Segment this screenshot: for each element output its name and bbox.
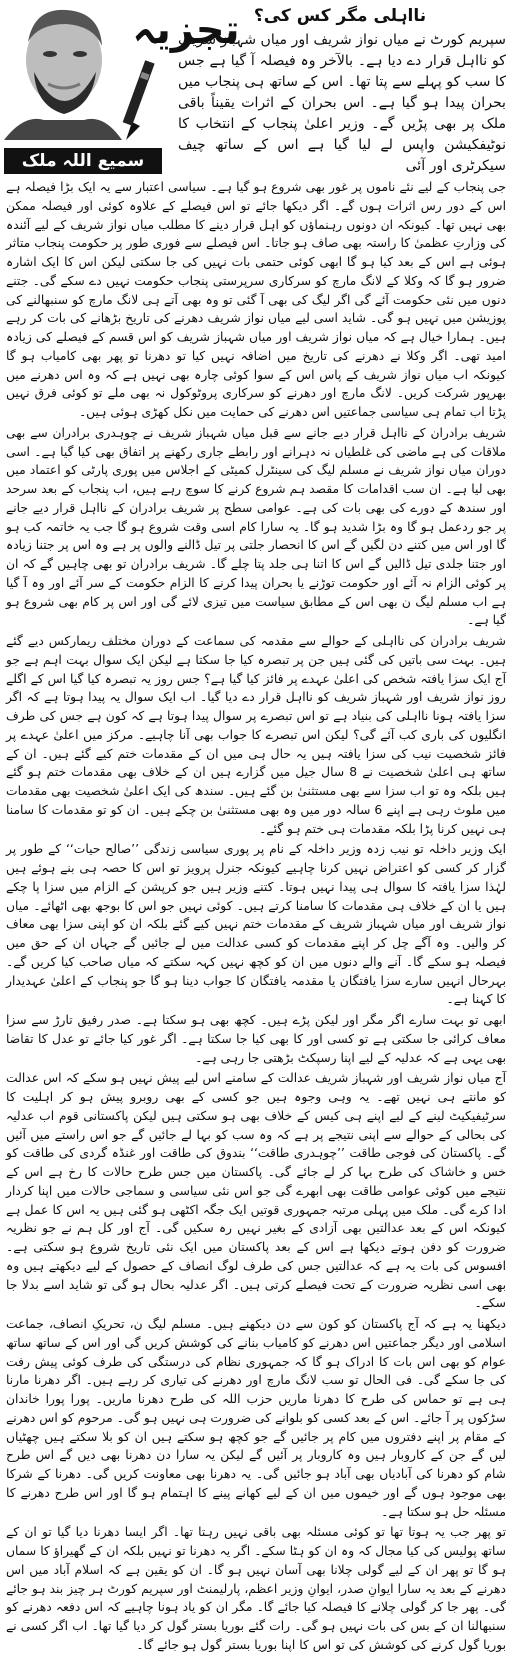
column-kicker: تجزیہ: [132, 7, 240, 53]
article-paragraph-8: تو پھر جب یہ ہوتا تھا تو کوئی مسئلہ بھی باقی نہیں رہتا تھا۔ اگر ایسا دھرنا دیا گیا تو ان کے ساتھ پولیس کی کیا مجال کہ وہ ان کو ہٹا سکے۔ اگر یہ دھرنا تو نہیں بلکہ ان کے گھیراؤ کا سماں ہو گا تو پھر ان کے لیے گولی چلانا بھی آسان نہیں ہو گا۔ ان کو یقین ہے کہ اسلام آباد میں اس دھرنے کے بعد یہ سارا ایوانِ صدر، ایوانِ وزیر اعظم، پارلیمنٹ اور سپریم کورٹ ہر چیز بند ہو جائے گی۔ پھر جا کر گولی چلانے کا فیصلہ کیا جائے گا۔ مگر ان کو یاد ہونا چاہیے کہ اس دفعہ دھرنے کو سنبھالنا ان کے بس کی بات نہیں ہو گی۔ رات گئے بوریا بستر گول کر دیا گیا تھا۔ اب اگر کسی نے بوریا گول کرنے کی کوشش کی تو اس کا اپنا بوریا بستر گول ہو جائے گا۔: [6, 1525, 506, 1652]
article-paragraph-3: شریف برادران کی نااہلی کے حوالے سے مقدمہ کی سماعت کے دوران مختلف ریمارکس دیے گئے ہیں۔ بہت سی باتیں کی گئی ہیں جن پر تبصرہ کیا جا سکتا ہے لیکن ایک سوال بہت اہم ہے جو آج ایک سزا یافتہ شخص کی اعلیٰ عہدے پر فائز کیا گیا ہے؟ جس روز یہ تبصرہ کیا گیا اس کے اگلے روز نواز شریف اور شہباز شریف کو نااہل قرار دے دیا گیا۔ اب ایک سوال یہ پیدا ہوتا ہے کہ اگر سزا یافتہ ہونا نااہلی کی بنیاد ہے تو اس تبصرے پر سوال پیدا ہوتا ہے کہ کون ہے جس کی طرف انگلیوں کی باری کب آئے گی؟ لیکن اس تبصرے کا جواب بھی آنا چاہیے۔ مرکز میں اعلیٰ عہدے پر فائز شخصیت نیب کی سزا یافتہ ہیں یہ حال ہی میں ان کے مقدمات ختم کیے گئے ہیں۔ ان کے ساتھ ہی اعلیٰ شخصیت نے 8 سال جیل میں گزارے ہیں ان کے خلاف بھی مقدمات ختم ہو گئے ہیں بلکہ وہ تو اب سزا سے بھی مستثنیٰ بن گئے ہیں۔ سندھ کی ایک اعلیٰ شخصیت بھی مقدمات میں ملوث رہی ہے اپنے 6 سالہ دور میں وہ بھی مستثنیٰ بن چکے ہیں۔ ان کو تو مقدمات کا سامنا ہی نہیں کرنا پڑا بلکہ مقدمات ہی ختم ہو گئے۔: [6, 634, 506, 836]
article-paragraph-7: دیکھنا یہ ہے کہ آج پاکستان کو کون سے دن دیکھنے ہیں۔ مسلم لیگ ن، تحریکِ انصاف، جماعت اسلامی اور دیگر جماعتیں اس دھرنے کو کامیاب بنانے کی کوشش کریں گی اور اس کے ساتھ ساتھ عوام کو بھی اس بات کا ادراک ہو گا کہ جمہوری نظام کی درستگی کی طرف کوئی پیش رفت کی جا سکے گی۔ فی الحال تو سب لانگ مارچ اور دھرنے کی تیاری کر رہے ہیں۔ اگر دھرنا مارنا ہی ہے تو حماس کی طرح کا دھرنا ماریں حزب اللہ کی طرح دھرنا ماریں۔ پورا پورا خاندان سڑکوں پر آ جائے۔ اس کے بعد کسی کو بلوانے کی ضرورت ہی نہیں ہو گی۔ مرحوم کو اس دھرنے کے مقام پر اپنے دفتروں میں کام پر جائیں گے جو کچھ ہو سکتے ہیں ان کو بلا سکتے ہیں چھٹیاں لیں گے جن کے کاروبار ہیں وہ کاروبار پر آئیں گے لیکن یہ سارا دن دھرنا بھی دیں گے اس طرح شام کو دھرنا کی آبادیاں بھی آباد ہو جائیں گی۔ یہ دھرنا بھی معاونت کریں گی۔ دھرنا کے شرکا بھی موجود ہوں گے اور خیموں میں ان کے لیے کھانے پینے کا اہتمام ہو گا اور اس طرح دھرنے کا مسئلہ حل ہو سکتا ہے۔: [6, 1317, 506, 1519]
columnist-photo: [4, 2, 122, 140]
article-paragraph-5: ابھی تو بہت سارے اگر مگر اور لیکن پڑے ہیں۔ کچھ بھی ہو سکتا ہے۔ صدر رفیق تارڑ سے سزا معاف کرائی جا سکتی ہے تو کسی اور کا بھی کیا جا سکتا ہے۔ اگر غور کیا جائے تو عدل کا تقاضا بھی یہی ہے کہ عدلیہ کے لیے اپنا رسپکٹ بڑھتی جا رہی ہے۔: [6, 1013, 506, 1065]
column-header: [0, 0, 512, 178]
pen-icon: [118, 52, 158, 144]
lead-text: سپریم کورٹ نے میاں نواز شریف اور میاں شہباز شریف کو نااہل قرار دے دیا ہے۔ بالآخر وہ فیصلہ آ گیا ہے جس کا سب کو پہلے سے پتا تھا۔ اس کے ساتھ ہی پنجاب میں بحران پیدا ہو گیا ہے۔ اس بحران کے اثرات یقیناً باقی ملک پر بھی پڑیں گے۔ وزیر اعلیٰ پنجاب کے انتخاب کا نوٹیفکیشن واپس لے لیا گیا ہے اس کے ساتھ چیف سیکرٹری اور آئی: [178, 32, 506, 174]
article-body: [6, 178, 506, 1655]
article-paragraph-2: شریف برادران کے نااہل قرار دیے جانے سے قبل میاں شہباز شریف نے چوہدری برادران سے بھی ملاقات کی ہے ماضی کی غلطیاں نہ دہرانے اور رابطے جاری رکھنے پر اتفاق بھی کیا گیا ہے۔ اسی دوران میاں نواز شریف نے مسلم لیگ کی سینٹرل کمیٹی کے اجلاس میں پوری پارٹی کو اعتماد میں بھی لیا ہے۔ ان سب اقدامات کا مقصد ہم شروع کرنے کا سوچ رہے ہیں، اب پنجاب کے بعد سرحد اور سندھ کے دورے کی بھی بات کی ہے۔ عوامی سطح پر شریف برادران کے نااہل قرار دیے جانے پر جو ردعمل ہو گا وہ بڑا شدید ہو گا۔ یہ سارا کام اسی وقت شروع ہو گا جب یہ خاتمہ کب ہو گا اور اس میں کتنے دن لگیں گے اس کا انحصار جلتی پر تیل ڈالنے والوں پر ہے وہ اس پر جتنا زیادہ اور جتنا جلدی تیل ڈالیں گے اس کا اتنا ہی جلد پتا چلے گا۔ شریف برادران تو بھی چاہیں گے کہ ان پر کوئی الزام نہ آئے اور حکومت توڑنے یا بحران پیدا کرنے کا الزام حکومت کے سر آئے اور وہ آ گیا ہے اب مسلم لیگ ن بھی اس کے مطابق سیاست میں تیزی لائے گی اور اس پر کام بھی شروع ہو گیا ہے۔: [6, 425, 506, 628]
columnist-name: سمیع اللہ ملک: [4, 148, 162, 174]
article-paragraph-1: جی پنجاب کے لیے نئے ناموں پر غور بھی شروع ہو گیا ہے۔ سیاسی اعتبار سے یہ ایک بڑا فیصلہ ہے اس کے دور رس اثرات ہوں گے۔ اگر دیکھا جائے تو اس فیصلے کے علاوہ کوئی اور فیصلہ ممکن بھی نہیں تھا۔ کیونکہ ان دونوں رہنماؤں کو اہل قرار دینے کا مطلب میاں نواز شریف کے لیے آئندہ کی وزارتِ عظمیٰ کا راستہ بھی صاف ہو جاتا۔ اس فیصلے سے فوری طور پر حکومت پنجاب متاثر ہوئی ہے اس کے بعد کیا ہو گا ابھی کوئی حتمی بات نہیں کی جا سکتی لیکن اس کا ایک اشارہ ضرور ہو گا کہ وکلا کے لانگ مارچ کو سرکاری سرپرستی پنجاب حکومت نہیں دے سکے گی۔ جتنے دنوں میں نئی حکومت آئے گی اگر لیگ کی بھی آ گئی تو وہ بھی آتے ہی لانگ مارچ کو سنبھالنے کی پوزیشن میں نہیں ہو گی۔ شاید اسی لیے میاں نواز شریف دھرنے کی تاریخ بڑھانے کی بات کر رہے ہیں۔ ہمارا خیال ہے کہ میاں نواز شریف اور میاں شہباز شریف کو اس قسم کے فیصلے کی زیادہ امید تھی۔ اگر وکلا نے دھرنے کی تاریخ میں اضافہ نہیں کیا تو دھرنا تو پھر بھی کامیاب ہو گا کیونکہ اب میاں نواز شریف کے پاس اس کے سوا کوئی چارہ بھی نہیں ہے کہ وہ اس دھرنے میں بھرپور شرکت کریں۔ لانگ مارچ اور دھرنے کو سرکاری پروٹوکول نہ بھی ملے تو کوئی فرق نہیں پڑتا اب تمام ہی سیاسی جماعتیں اس دھرنے کی حمایت میں نکل کھڑی ہوئی ہیں۔: [6, 180, 506, 419]
article-paragraph-6: آج میاں نواز شریف اور شہباز شریف عدالت کے سامنے اس لیے پیش نہیں ہو سکے کہ اس عدالت کو مانتے ہی نہیں تھے۔ یہ وہی وجوہ ہیں جو کسی کے بھی روبرو پیش ہو کر اہلیت کا سرٹیفیکیٹ لینے کے لیے اپنے ہی کیس کے خلاف بھی ہو سکتی ہیں لیکن پاکستانی قوم اب عدلیہ کی بحالی کے حوالے سے اپنی نتیجے پر ہے کہ وہ سب کو بہا لے جائیں گے جو اس راستے میں آئیں گے۔ پاکستان کی فوجی طاقت ’’چوہدری طاقت‘‘ بندوق کی طاقت اور غنڈہ گردی کی طاقت کو خس و خاشاک کی طرح بہا کر لے جائے گی۔ پاکستان میں جس طرح حالات کا رخ ہے اس کے نتیجے میں کوئی عوامی طاقت بھی ابھرے گی جو اس نئی سیاسی و سماجی حالات میں اپنا کردار ادا کرے گی۔ ملک میں پہلی مرتبہ جمہوری قوتیں ایک جگہ اکٹھی ہو گئی ہیں یہ اس کا عمل ہے کیونکہ اس کے بعد عدالتیں بھی آزادی کے بغیر نہیں رہ سکیں گی۔ آج اور کل ہم نے جو نظریہ ضرورت کو دفن ہوتے دیکھا ہے اس کے بعد پاکستان میں ایک نئی تاریخ شروع ہو سکتی ہے۔ افسوس کی بات یہ ہے کہ عدالتیں جس کی طرف لوگ انصاف کے حصول کے لیے دیکھتے ہیں وہ بھی اسی نظریہ ضرورت کے تحت فیصلے کرتی ہیں۔ اگر عدلیہ بحال ہو گی تو شاید اسے بدلا جا سکے۔: [6, 1071, 506, 1311]
article-paragraph-4: ایک وزیر داخلہ تو نیب زدہ وزیر داخلہ کے نام پر پوری سیاسی زندگی ’’صالح حیات‘‘ کے طور پر گزار کر کسی کو اعتراض نہیں کرنا چاہیے کیونکہ جنرل پرویز تو اس کا حصہ ہی بنے ہوئے ہیں لہٰذا سزا یافتہ کا سوال ہی پیدا نہیں ہوتا۔ کتنے وزیر ہیں جو کرپشن کے الزام میں سزا پا چکے ہیں یا ان کے خلاف ہی مقدمات کا سامنا کرتے ہیں۔ کوئی نہیں جو اس کا بوجھ بھی اٹھائے۔ میاں نواز شریف اور میاں شہباز شریف کے مقدمات ختم نہیں کیے گئے بلکہ ان کو اپنی سزا بھی معاف کر والیں۔ وہ آگے چل کر اپنے مقدمات کو کسی عدالت میں لے جائیں گے جہاں ان کے حق میں فیصلہ ہو سکے گا۔ آنے والے دنوں میں ان کو کچھ نہیں کہہ سکتے کہ میاں صاحب کیا کریں گے۔ بہرحال انہیں سارے سزا یافتگان یا مقدمہ یافتگان کا جواب دینا ہو گا جو پنجاب کے اعلیٰ عہدیدار کا کہنا ہے۔: [6, 842, 506, 1007]
article-headline: نااہلی مگر کس کی؟: [253, 6, 427, 26]
lead-paragraph: [178, 30, 506, 177]
